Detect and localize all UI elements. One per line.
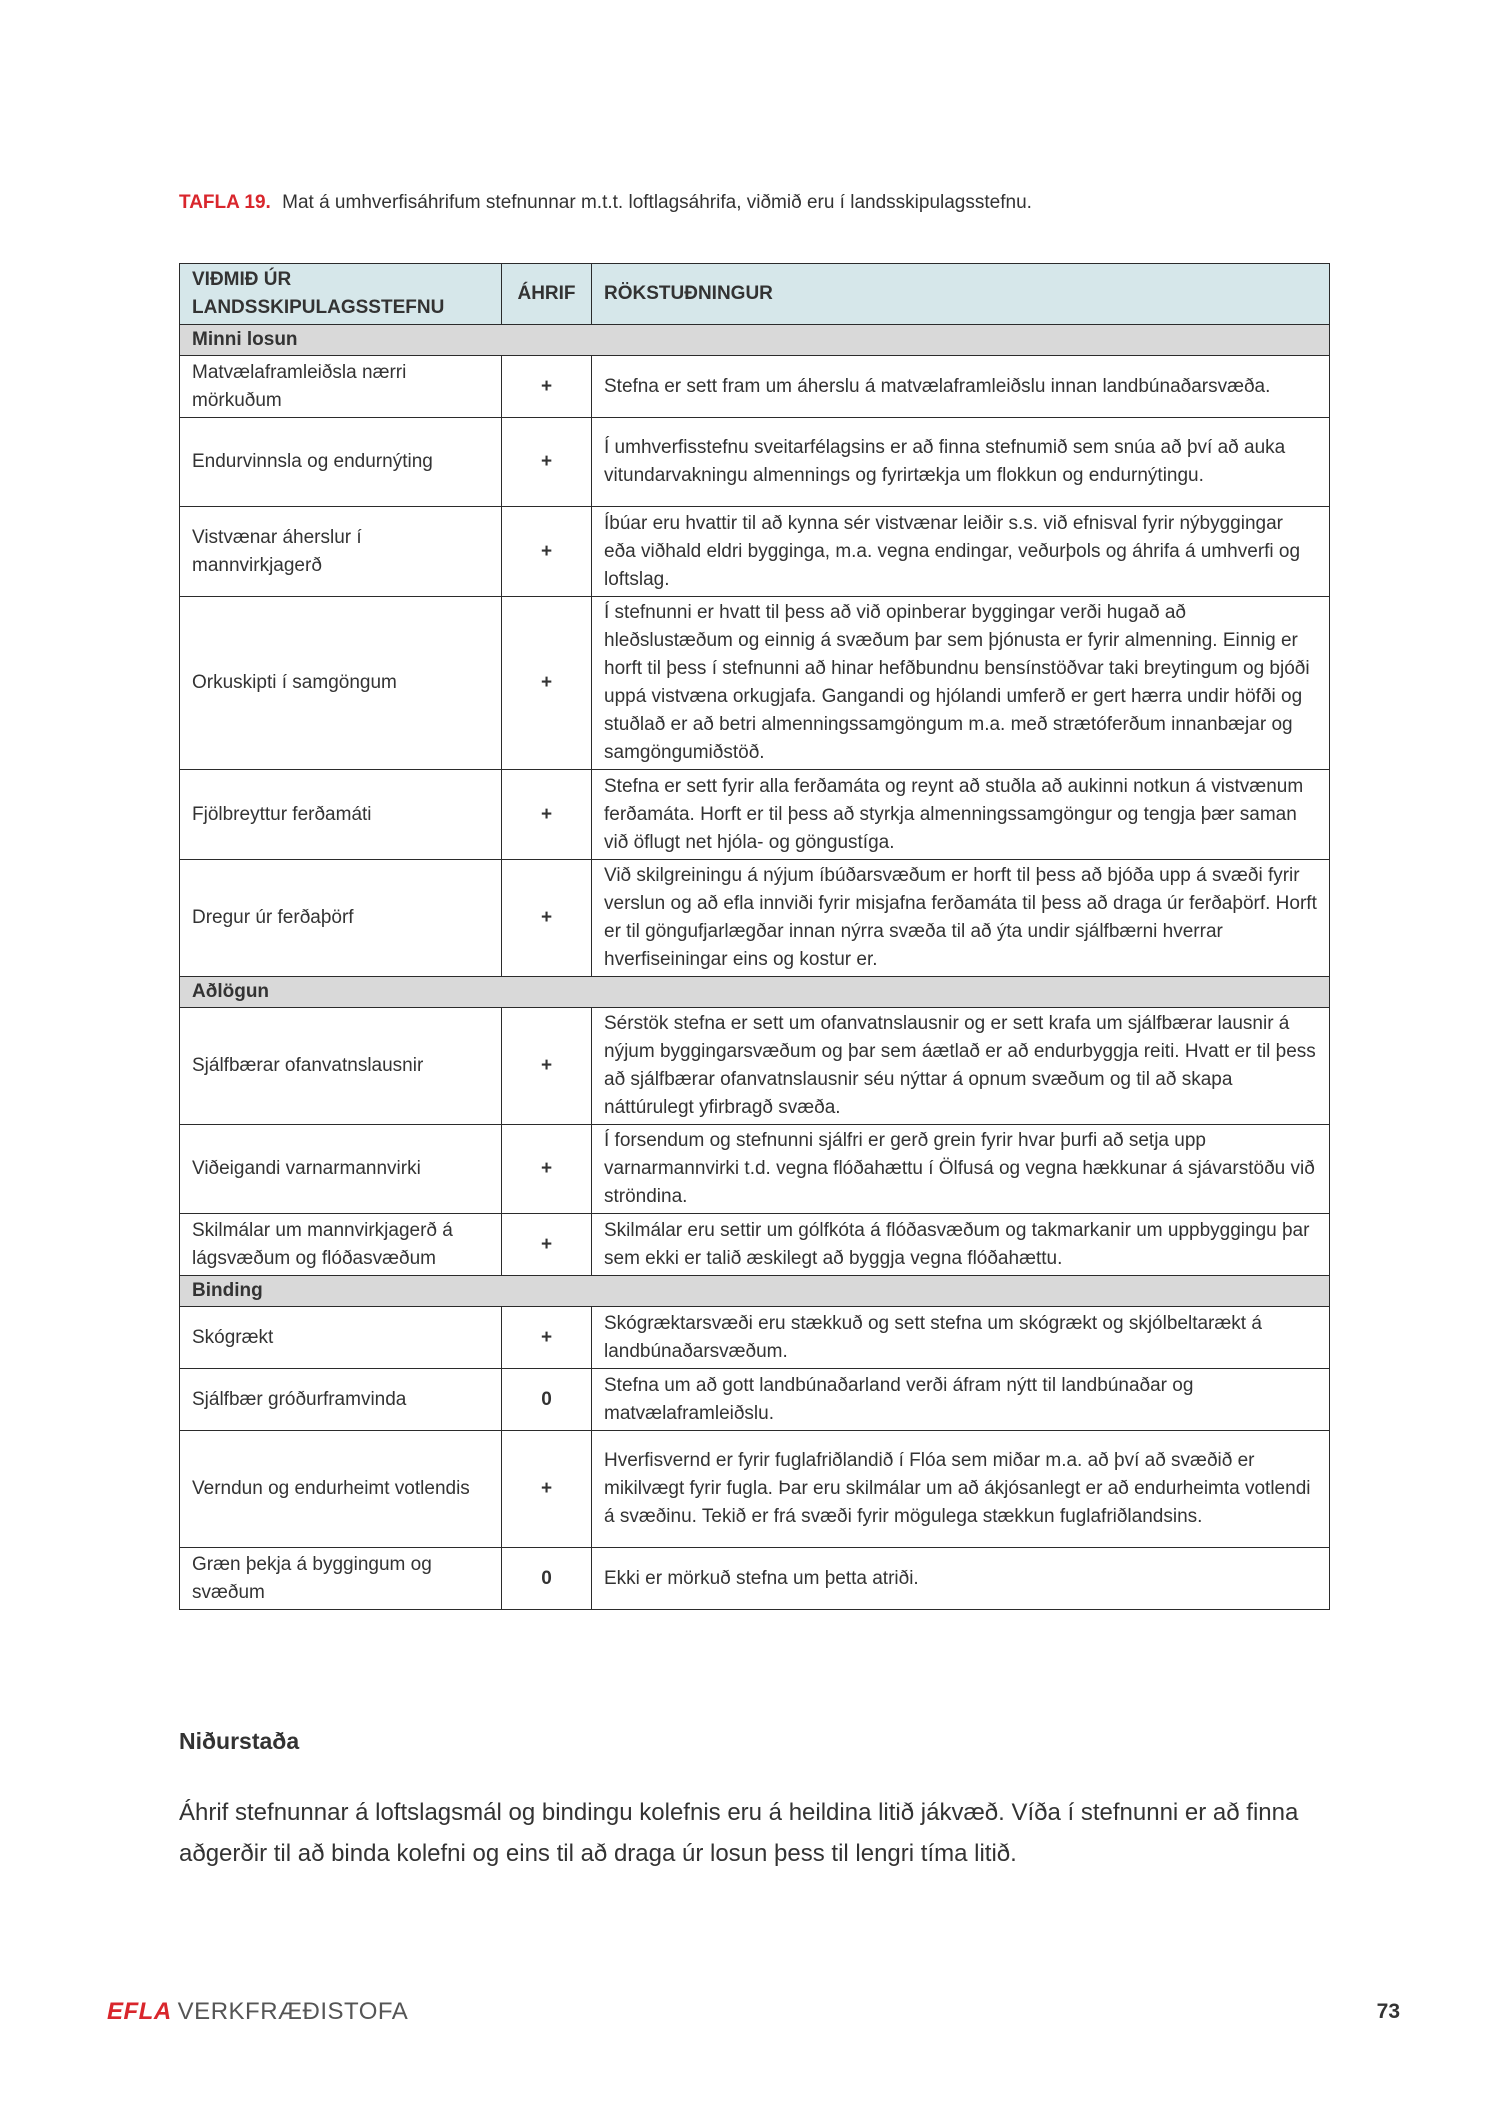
- impact-cell: 0: [502, 1548, 592, 1610]
- impact-cell: +: [502, 1125, 592, 1214]
- table-row: [180, 1214, 1330, 1276]
- table-caption: [179, 192, 1032, 214]
- table-row: [180, 597, 1330, 770]
- criterion-cell: Sjálfbær gróðurframvinda: [180, 1369, 502, 1431]
- rationale-cell: Skógræktarsvæði eru stækkuð og sett stefna um skógrækt og skjólbeltarækt á landbúnaðarsvæðum.: [592, 1307, 1330, 1369]
- rationale-cell: Stefna er sett fyrir alla ferðamáta og reynt að stuðla að aukinni notkun á vistvænum ferðamáta. Horft er til þess að styrkja almenningssamgöngur og tengja þær saman við öflugt net hjóla- og göngustíga.: [592, 770, 1330, 860]
- impact-cell: +: [502, 1008, 592, 1125]
- impact-cell: +: [502, 1307, 592, 1369]
- impact-cell: +: [502, 597, 592, 770]
- table-row: [180, 1307, 1330, 1369]
- criterion-cell: Dregur úr ferðaþörf: [180, 860, 502, 977]
- criterion-cell: Skógrækt: [180, 1307, 502, 1369]
- caption-text: Mat á umhverfisáhrifum stefnunnar m.t.t. loftlagsáhrifa, viðmið eru í landsskipulagsstefnu.: [282, 192, 1032, 213]
- logo-subtitle: VERKFRÆÐISTOFA: [177, 1998, 409, 2025]
- criterion-cell: Orkuskipti í samgöngum: [180, 597, 502, 770]
- company-logo: [107, 1998, 408, 2026]
- result-heading: Niðurstaða: [179, 1728, 300, 1754]
- rationale-cell: Ekki er mörkuð stefna um þetta atriði.: [592, 1548, 1330, 1610]
- rationale-cell: Hverfisvernd er fyrir fuglafriðlandið í Flóa sem miðar m.a. að því að svæðið er mikilvægt fyrir fugla. Þar eru skilmálar um að ákjósanlegt er að endurheimta votlendi á svæðinu. Tekið er frá svæði fyrir mögulega stækkun fuglafriðlandsins.: [592, 1431, 1330, 1548]
- header-rationale: RÖKSTUÐNINGUR: [592, 264, 1330, 325]
- criterion-cell: Skilmálar um mannvirkjagerð á lágsvæðum og flóðasvæðum: [180, 1214, 502, 1276]
- impact-cell: +: [502, 1214, 592, 1276]
- rationale-cell: Íbúar eru hvattir til að kynna sér vistvænar leiðir s.s. við efnisval fyrir nýbyggingar eða viðhald eldri bygginga, m.a. vegna endingar, veðurþols og áhrifa á umhverfi og loftslag.: [592, 507, 1330, 597]
- impact-cell: +: [502, 1431, 592, 1548]
- impact-cell: +: [502, 770, 592, 860]
- section-row-minni-losun: [180, 325, 1330, 356]
- table-row: [180, 418, 1330, 507]
- impact-cell: +: [502, 507, 592, 597]
- rationale-cell: Stefna er sett fram um áherslu á matvælaframleiðslu innan landbúnaðarsvæða.: [592, 356, 1330, 418]
- section-row-binding: [180, 1276, 1330, 1307]
- section-title: Minni losun: [180, 325, 1330, 356]
- impact-cell: +: [502, 418, 592, 507]
- table-row: [180, 1008, 1330, 1125]
- impact-cell: 0: [502, 1369, 592, 1431]
- criterion-cell: Græn þekja á byggingum og svæðum: [180, 1548, 502, 1610]
- section-title: Aðlögun: [180, 977, 1330, 1008]
- rationale-cell: Í stefnunni er hvatt til þess að við opinberar byggingar verði hugað að hleðslustæðum og einnig á svæðum þar sem þjónusta er fyrir almenning. Einnig er horft til þess í stefnunni að hinar hefðbundnu bensínstöðvar taki breytingum og bjóði uppá vistvæna orkugjafa. Gangandi og hjólandi umferð er gert hærra undir höfði og stuðlað er að betri almenningssamgöngum m.a. með strætóferðum innanbæjar og samgöngumiðstöð.: [592, 597, 1330, 770]
- rationale-cell: Sérstök stefna er sett um ofanvatnslausnir og er sett krafa um sjálfbærar lausnir á nýjum byggingarsvæðum og þar sem áætlað er að endurbyggja reiti. Hvatt er til þess að sjálfbærar ofanvatnslausnir séu nýttar á opnum svæðum og til að skapa náttúrulegt yfirbragð svæða.: [592, 1008, 1330, 1125]
- impact-assessment-table: [179, 263, 1330, 1610]
- rationale-cell: Stefna um að gott landbúnaðarland verði áfram nýtt til landbúnaðar og matvælaframleiðslu.: [592, 1369, 1330, 1431]
- table-row: [180, 356, 1330, 418]
- criterion-cell: Matvælaframleiðsla nærri mörkuðum: [180, 356, 502, 418]
- rationale-cell: Skilmálar eru settir um gólfkóta á flóðasvæðum og takmarkanir um uppbyggingu þar sem ekki er talið æskilegt að byggja vegna flóðahættu.: [592, 1214, 1330, 1276]
- rationale-cell: Við skilgreiningu á nýjum íbúðarsvæðum er horft til þess að bjóða upp á svæði fyrir verslun og að efla innviði fyrir misjafna ferðamáta til þess að draga úr ferðaþörf. Horft er til göngufjarlægðar innan nýrra svæða til að ýta undir sjálfbærni hverrar hverfiseiningar eins og kostur er.: [592, 860, 1330, 977]
- criterion-cell: Viðeigandi varnarmannvirki: [180, 1125, 502, 1214]
- caption-label: TAFLA 19.: [179, 192, 271, 213]
- logo-brand: EFLA: [107, 1998, 172, 2025]
- page-number: 73: [1376, 2000, 1400, 2023]
- table-row: [180, 1125, 1330, 1214]
- rationale-cell: Í umhverfisstefnu sveitarfélagsins er að finna stefnumið sem snúa að því að auka vitundarvakningu almennings og fyrirtækja um flokkun og endurnýtingu.: [592, 418, 1330, 507]
- section-title: Binding: [180, 1276, 1330, 1307]
- table-header-row: [180, 264, 1330, 325]
- criterion-cell: Endurvinnsla og endurnýting: [180, 418, 502, 507]
- criterion-cell: Verndun og endurheimt votlendis: [180, 1431, 502, 1548]
- criterion-cell: Fjölbreyttur ferðamáti: [180, 770, 502, 860]
- header-criterion: VIÐMIÐ ÚR LANDSSKIPULAGSSTEFNU: [180, 264, 502, 325]
- table-row: [180, 1548, 1330, 1610]
- section-row-adlogun: [180, 977, 1330, 1008]
- criterion-cell: Sjálfbærar ofanvatnslausnir: [180, 1008, 502, 1125]
- header-impact: ÁHRIF: [502, 264, 592, 325]
- table-row: [180, 507, 1330, 597]
- criterion-cell: Vistvænar áherslur í mannvirkjagerð: [180, 507, 502, 597]
- table-row: [180, 860, 1330, 977]
- table-row: [180, 1369, 1330, 1431]
- table-row: [180, 770, 1330, 860]
- table-row: [180, 1431, 1330, 1548]
- result-paragraph: Áhrif stefnunnar á loftslagsmál og bindingu kolefnis eru á heildina litið jákvæð. Víða í stefnunni er að finna aðgerðir til að binda kolefni og eins til að draga úr losun þess til lengri tíma litið.: [179, 1799, 1299, 1867]
- impact-cell: +: [502, 860, 592, 977]
- rationale-cell: Í forsendum og stefnunni sjálfri er gerð grein fyrir hvar þurfi að setja upp varnarmannvirki t.d. vegna flóðahættu í Ölfusá og vegna hækkunar á sjávarstöðu við ströndina.: [592, 1125, 1330, 1214]
- impact-cell: +: [502, 356, 592, 418]
